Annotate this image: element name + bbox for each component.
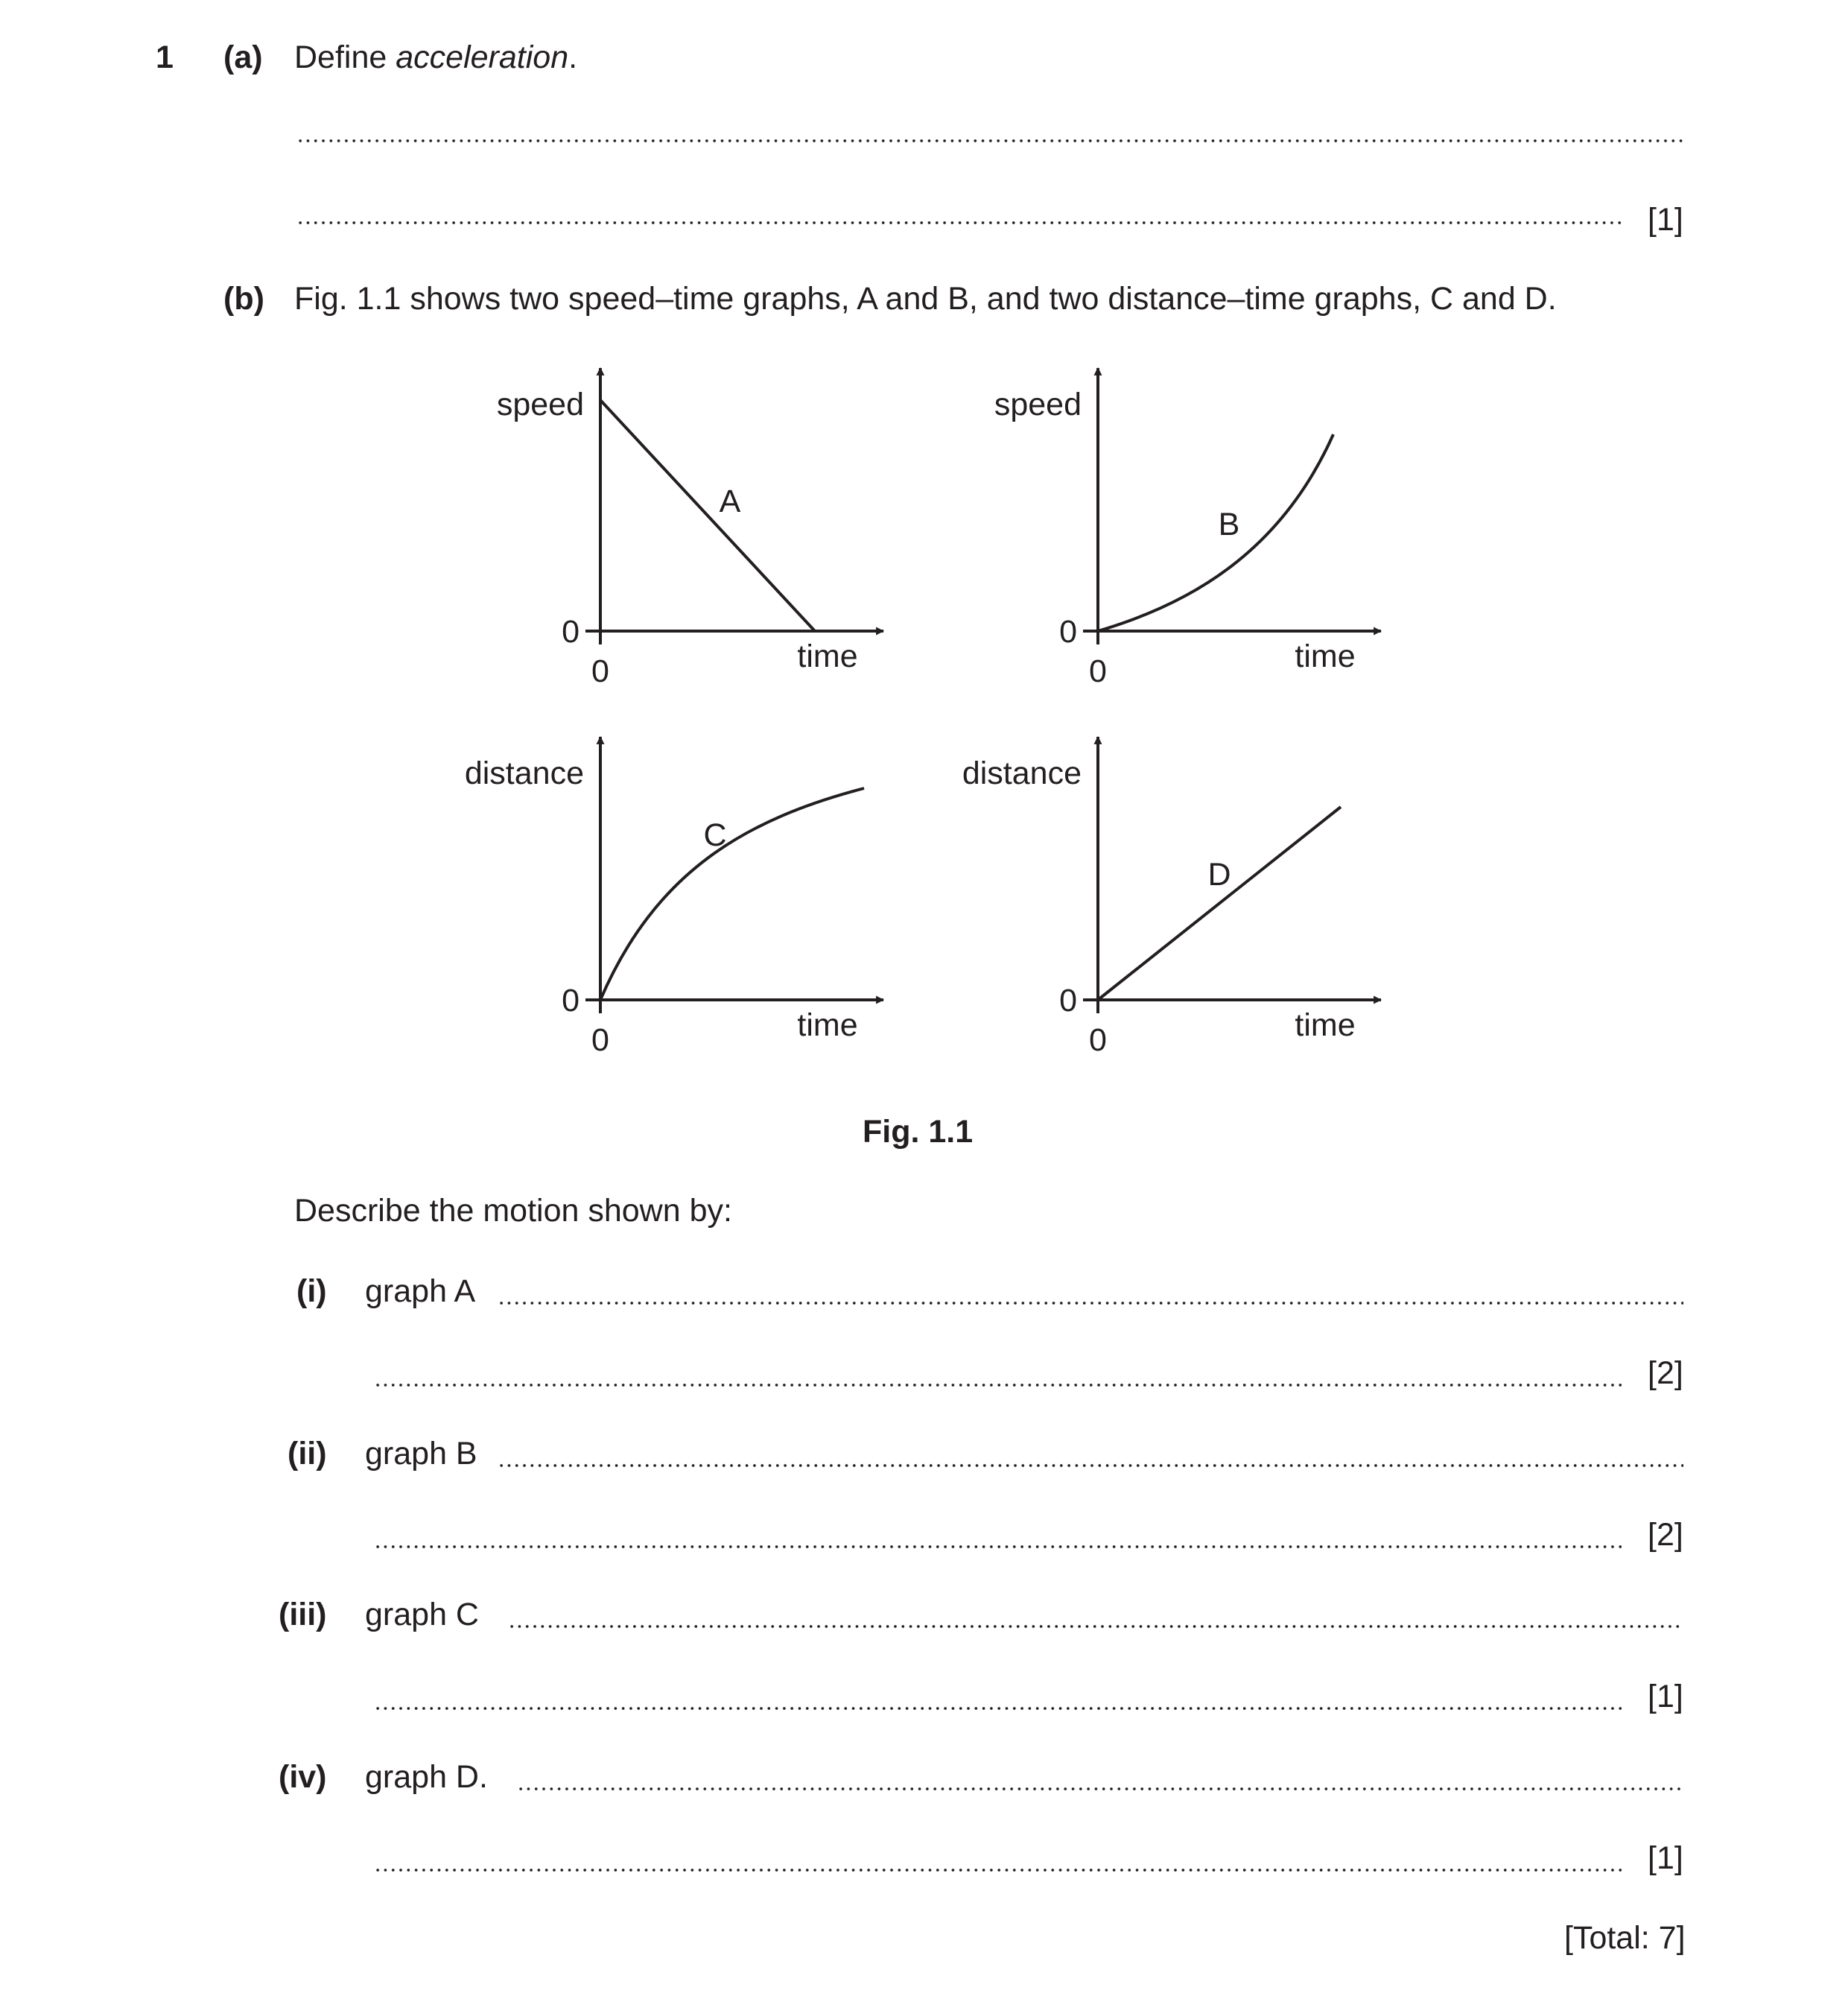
- graph-c-origin-y: 0: [562, 983, 580, 1018]
- item-iv-text: graph D.: [365, 1759, 488, 1795]
- answer-line-ii2[interactable]: [374, 1545, 1625, 1549]
- item-iii-label: (iii): [279, 1597, 327, 1632]
- part-b-label: (b): [223, 281, 264, 317]
- graph-c-curve-label: C: [703, 817, 727, 853]
- question-number: 1: [156, 39, 174, 75]
- item-iii-marks: [1]: [1648, 1679, 1683, 1714]
- answer-line-i1[interactable]: [498, 1301, 1683, 1305]
- part-a-text-prefix: Define: [294, 39, 396, 75]
- item-iv-marks: [1]: [1648, 1840, 1683, 1876]
- answer-line-iii2[interactable]: [374, 1706, 1625, 1711]
- graph-b-curve-label: B: [1218, 507, 1240, 542]
- part-a-text-suffix: .: [568, 39, 578, 75]
- figure-caption: Fig. 1.1: [863, 1114, 974, 1150]
- graph-a-xlabel: time: [797, 639, 858, 674]
- item-i-text: graph A: [365, 1273, 476, 1309]
- graph-c-xlabel: time: [797, 1007, 858, 1043]
- graph-a-curve: [600, 400, 815, 631]
- answer-line-i2[interactable]: [374, 1383, 1625, 1387]
- item-ii-marks: [2]: [1648, 1517, 1683, 1553]
- answer-line-iv2[interactable]: [374, 1868, 1625, 1872]
- answer-line-iii1[interactable]: [508, 1624, 1683, 1629]
- item-i-label: (i): [296, 1273, 327, 1309]
- graph-b-origin-y: 0: [1059, 614, 1077, 650]
- graph-b-origin-x: 0: [1089, 653, 1107, 689]
- item-ii-label: (ii): [288, 1436, 327, 1471]
- item-i-marks: [2]: [1648, 1355, 1683, 1391]
- part-a-italic-term: acceleration: [396, 39, 569, 75]
- graph-d-curve-label: D: [1207, 857, 1231, 893]
- graph-a-origin-y: 0: [562, 614, 580, 650]
- graph-c-curve: [600, 788, 864, 1000]
- graph-d-origin-y: 0: [1059, 983, 1077, 1018]
- graph-b-ylabel: speed: [994, 387, 1082, 422]
- item-iii-text: graph C: [365, 1597, 479, 1632]
- graph-d-curve: [1098, 807, 1341, 1000]
- graph-c-origin-x: 0: [591, 1022, 609, 1058]
- answer-line-iv1[interactable]: [517, 1787, 1683, 1791]
- graph-d-xlabel: time: [1295, 1007, 1356, 1043]
- graph-b-curve: [1098, 434, 1333, 631]
- graph-a-origin-x: 0: [591, 653, 609, 689]
- graph-a-curve-label: A: [719, 484, 741, 519]
- part-a-label: (a): [223, 39, 263, 75]
- graph-d-ylabel: distance: [962, 755, 1082, 791]
- graph-d-origin-x: 0: [1089, 1022, 1107, 1058]
- item-ii-text: graph B: [365, 1436, 477, 1471]
- graph-b-xlabel: time: [1295, 639, 1356, 674]
- describe-prompt: Describe the motion shown by:: [294, 1193, 732, 1229]
- part-a-marks: [1]: [1648, 202, 1683, 238]
- total-marks: [Total: 7]: [1564, 1920, 1686, 1956]
- answer-line-ii1[interactable]: [498, 1463, 1683, 1468]
- part-b-intro: Fig. 1.1 shows two speed–time graphs, A and B, and two distance–time graphs, C and D.: [294, 281, 1557, 317]
- graph-c-ylabel: distance: [464, 755, 584, 791]
- item-iv-label: (iv): [279, 1759, 327, 1795]
- graph-a-ylabel: speed: [496, 387, 584, 422]
